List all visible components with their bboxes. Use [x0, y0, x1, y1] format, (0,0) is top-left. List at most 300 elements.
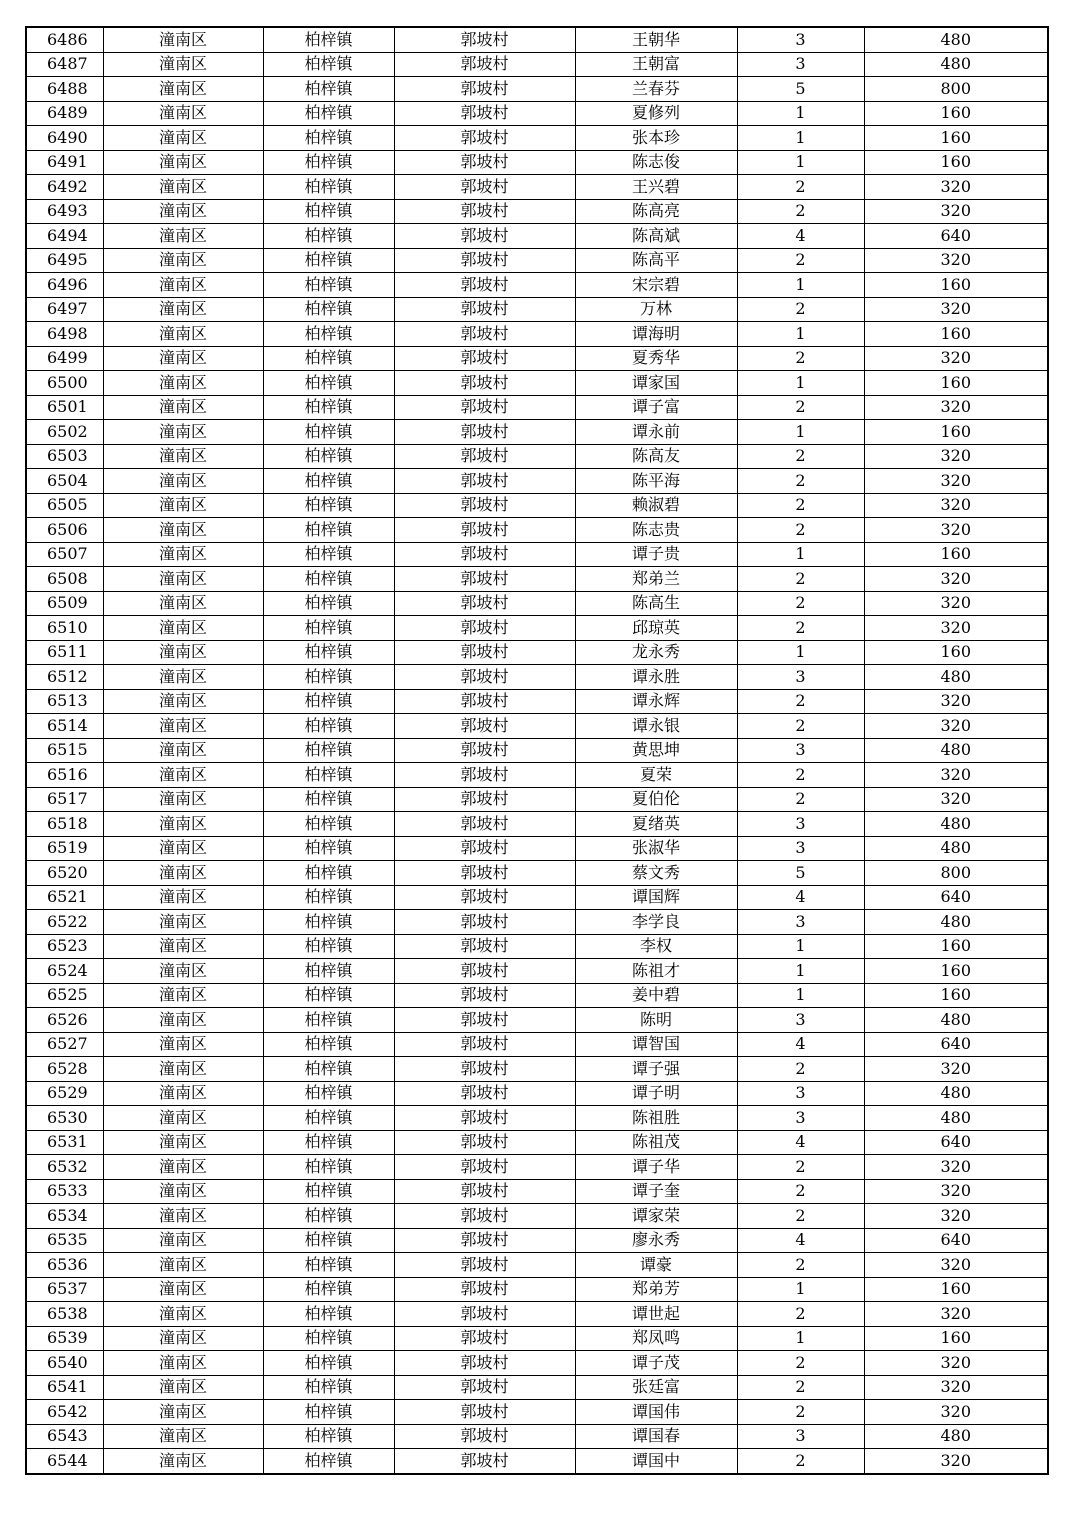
- village-cell: 郭坡村: [394, 1302, 575, 1327]
- district-cell: 潼南区: [103, 640, 263, 665]
- village-cell: 郭坡村: [394, 787, 575, 812]
- seq-cell: 6523: [26, 934, 103, 959]
- seq-cell: 6535: [26, 1228, 103, 1253]
- village-cell: 郭坡村: [394, 175, 575, 200]
- seq-cell: 6486: [26, 27, 103, 52]
- amount-cell: 320: [864, 689, 1048, 714]
- village-cell: 郭坡村: [394, 836, 575, 861]
- table-row: [26, 640, 1048, 665]
- count-cell: 3: [737, 1424, 864, 1449]
- table-row: [26, 665, 1048, 690]
- amount-cell: 160: [864, 273, 1048, 298]
- district-cell: 潼南区: [103, 1277, 263, 1302]
- village-cell: 郭坡村: [394, 1204, 575, 1229]
- seq-cell: 6537: [26, 1277, 103, 1302]
- village-cell: 郭坡村: [394, 665, 575, 690]
- district-cell: 潼南区: [103, 77, 263, 102]
- seq-cell: 6502: [26, 420, 103, 445]
- amount-cell: 160: [864, 322, 1048, 347]
- district-cell: 潼南区: [103, 126, 263, 151]
- town-cell: 柏梓镇: [263, 52, 394, 77]
- name-cell: 谭子富: [575, 395, 737, 420]
- village-cell: 郭坡村: [394, 542, 575, 567]
- name-cell: 陈高友: [575, 444, 737, 469]
- district-cell: 潼南区: [103, 959, 263, 984]
- village-cell: 郭坡村: [394, 1032, 575, 1057]
- amount-cell: 320: [864, 469, 1048, 494]
- town-cell: 柏梓镇: [263, 1032, 394, 1057]
- town-cell: 柏梓镇: [263, 1424, 394, 1449]
- village-cell: 郭坡村: [394, 1277, 575, 1302]
- seq-cell: 6513: [26, 689, 103, 714]
- table-row: [26, 1130, 1048, 1155]
- count-cell: 2: [737, 787, 864, 812]
- seq-cell: 6517: [26, 787, 103, 812]
- name-cell: 陈志俊: [575, 150, 737, 175]
- village-cell: 郭坡村: [394, 738, 575, 763]
- amount-cell: 320: [864, 1155, 1048, 1180]
- district-cell: 潼南区: [103, 1179, 263, 1204]
- town-cell: 柏梓镇: [263, 812, 394, 837]
- seq-cell: 6499: [26, 346, 103, 371]
- table-row: [26, 1277, 1048, 1302]
- name-cell: 张廷富: [575, 1375, 737, 1400]
- district-cell: 潼南区: [103, 787, 263, 812]
- district-cell: 潼南区: [103, 983, 263, 1008]
- name-cell: 蔡文秀: [575, 861, 737, 886]
- district-cell: 潼南区: [103, 1057, 263, 1082]
- village-cell: 郭坡村: [394, 885, 575, 910]
- table-row: [26, 273, 1048, 298]
- table-row: [26, 1057, 1048, 1082]
- amount-cell: 320: [864, 518, 1048, 543]
- name-cell: 陈祖茂: [575, 1130, 737, 1155]
- town-cell: 柏梓镇: [263, 836, 394, 861]
- amount-cell: 160: [864, 126, 1048, 151]
- amount-cell: 320: [864, 199, 1048, 224]
- seq-cell: 6541: [26, 1375, 103, 1400]
- count-cell: 3: [737, 665, 864, 690]
- seq-cell: 6542: [26, 1400, 103, 1425]
- village-cell: 郭坡村: [394, 1375, 575, 1400]
- count-cell: 1: [737, 983, 864, 1008]
- town-cell: 柏梓镇: [263, 1449, 394, 1474]
- town-cell: 柏梓镇: [263, 346, 394, 371]
- amount-cell: 480: [864, 1008, 1048, 1033]
- table-body: [26, 27, 1048, 1474]
- table-row: [26, 1106, 1048, 1131]
- seq-cell: 6538: [26, 1302, 103, 1327]
- village-cell: 郭坡村: [394, 1326, 575, 1351]
- table-row: [26, 469, 1048, 494]
- town-cell: 柏梓镇: [263, 787, 394, 812]
- amount-cell: 640: [864, 224, 1048, 249]
- amount-cell: 480: [864, 812, 1048, 837]
- name-cell: 陈明: [575, 1008, 737, 1033]
- seq-cell: 6524: [26, 959, 103, 984]
- town-cell: 柏梓镇: [263, 1081, 394, 1106]
- seq-cell: 6531: [26, 1130, 103, 1155]
- village-cell: 郭坡村: [394, 1253, 575, 1278]
- name-cell: 王兴碧: [575, 175, 737, 200]
- name-cell: 陈高斌: [575, 224, 737, 249]
- town-cell: 柏梓镇: [263, 395, 394, 420]
- seq-cell: 6539: [26, 1326, 103, 1351]
- village-cell: 郭坡村: [394, 1130, 575, 1155]
- district-cell: 潼南区: [103, 1032, 263, 1057]
- count-cell: 2: [737, 395, 864, 420]
- village-cell: 郭坡村: [394, 1228, 575, 1253]
- table-row: [26, 199, 1048, 224]
- table-row: [26, 371, 1048, 396]
- count-cell: 2: [737, 1204, 864, 1229]
- town-cell: 柏梓镇: [263, 861, 394, 886]
- district-cell: 潼南区: [103, 591, 263, 616]
- village-cell: 郭坡村: [394, 150, 575, 175]
- amount-cell: 320: [864, 616, 1048, 641]
- count-cell: 2: [737, 248, 864, 273]
- name-cell: 谭永银: [575, 714, 737, 739]
- count-cell: 1: [737, 640, 864, 665]
- name-cell: 郑弟兰: [575, 567, 737, 592]
- village-cell: 郭坡村: [394, 763, 575, 788]
- village-cell: 郭坡村: [394, 27, 575, 52]
- amount-cell: 320: [864, 787, 1048, 812]
- seq-cell: 6520: [26, 861, 103, 886]
- village-cell: 郭坡村: [394, 1155, 575, 1180]
- count-cell: 2: [737, 1253, 864, 1278]
- count-cell: 3: [737, 1008, 864, 1033]
- table-row: [26, 910, 1048, 935]
- name-cell: 夏秀华: [575, 346, 737, 371]
- amount-cell: 320: [864, 346, 1048, 371]
- table-row: [26, 518, 1048, 543]
- district-cell: 潼南区: [103, 1130, 263, 1155]
- count-cell: 1: [737, 126, 864, 151]
- town-cell: 柏梓镇: [263, 640, 394, 665]
- town-cell: 柏梓镇: [263, 910, 394, 935]
- name-cell: 陈高平: [575, 248, 737, 273]
- town-cell: 柏梓镇: [263, 1130, 394, 1155]
- district-cell: 潼南区: [103, 910, 263, 935]
- district-cell: 潼南区: [103, 1008, 263, 1033]
- name-cell: 陈平海: [575, 469, 737, 494]
- name-cell: 王朝华: [575, 27, 737, 52]
- town-cell: 柏梓镇: [263, 1253, 394, 1278]
- table-row: [26, 493, 1048, 518]
- table-row: [26, 1400, 1048, 1425]
- district-cell: 潼南区: [103, 469, 263, 494]
- name-cell: 谭国辉: [575, 885, 737, 910]
- seq-cell: 6516: [26, 763, 103, 788]
- village-cell: 郭坡村: [394, 616, 575, 641]
- name-cell: 万林: [575, 297, 737, 322]
- district-cell: 潼南区: [103, 1326, 263, 1351]
- village-cell: 郭坡村: [394, 689, 575, 714]
- count-cell: 2: [737, 493, 864, 518]
- village-cell: 郭坡村: [394, 983, 575, 1008]
- count-cell: 2: [737, 518, 864, 543]
- count-cell: 2: [737, 1302, 864, 1327]
- count-cell: 4: [737, 224, 864, 249]
- town-cell: 柏梓镇: [263, 1400, 394, 1425]
- name-cell: 兰春芬: [575, 77, 737, 102]
- amount-cell: 320: [864, 1253, 1048, 1278]
- seq-cell: 6518: [26, 812, 103, 837]
- name-cell: 陈高生: [575, 591, 737, 616]
- town-cell: 柏梓镇: [263, 763, 394, 788]
- district-cell: 潼南区: [103, 1253, 263, 1278]
- seq-cell: 6495: [26, 248, 103, 273]
- table-row: [26, 763, 1048, 788]
- village-cell: 郭坡村: [394, 248, 575, 273]
- amount-cell: 160: [864, 101, 1048, 126]
- seq-cell: 6522: [26, 910, 103, 935]
- name-cell: 谭家国: [575, 371, 737, 396]
- town-cell: 柏梓镇: [263, 518, 394, 543]
- village-cell: 郭坡村: [394, 126, 575, 151]
- town-cell: 柏梓镇: [263, 322, 394, 347]
- district-cell: 潼南区: [103, 689, 263, 714]
- name-cell: 赖淑碧: [575, 493, 737, 518]
- table-row: [26, 27, 1048, 52]
- amount-cell: 480: [864, 1081, 1048, 1106]
- village-cell: 郭坡村: [394, 52, 575, 77]
- table-row: [26, 395, 1048, 420]
- village-cell: 郭坡村: [394, 273, 575, 298]
- table-row: [26, 1179, 1048, 1204]
- town-cell: 柏梓镇: [263, 714, 394, 739]
- seq-cell: 6515: [26, 738, 103, 763]
- town-cell: 柏梓镇: [263, 1008, 394, 1033]
- seq-cell: 6534: [26, 1204, 103, 1229]
- table-row: [26, 77, 1048, 102]
- town-cell: 柏梓镇: [263, 885, 394, 910]
- seq-cell: 6489: [26, 101, 103, 126]
- district-cell: 潼南区: [103, 273, 263, 298]
- district-cell: 潼南区: [103, 763, 263, 788]
- table-row: [26, 1204, 1048, 1229]
- seq-cell: 6501: [26, 395, 103, 420]
- district-cell: 潼南区: [103, 1424, 263, 1449]
- name-cell: 夏荣: [575, 763, 737, 788]
- table-row: [26, 885, 1048, 910]
- amount-cell: 160: [864, 1277, 1048, 1302]
- district-cell: 潼南区: [103, 199, 263, 224]
- count-cell: 3: [737, 52, 864, 77]
- town-cell: 柏梓镇: [263, 1057, 394, 1082]
- amount-cell: 320: [864, 1351, 1048, 1376]
- district-cell: 潼南区: [103, 567, 263, 592]
- seq-cell: 6491: [26, 150, 103, 175]
- amount-cell: 160: [864, 983, 1048, 1008]
- town-cell: 柏梓镇: [263, 591, 394, 616]
- amount-cell: 320: [864, 1375, 1048, 1400]
- table-row: [26, 1155, 1048, 1180]
- count-cell: 3: [737, 910, 864, 935]
- district-cell: 潼南区: [103, 1449, 263, 1474]
- count-cell: 2: [737, 567, 864, 592]
- amount-cell: 160: [864, 640, 1048, 665]
- amount-cell: 320: [864, 1302, 1048, 1327]
- count-cell: 2: [737, 1449, 864, 1474]
- amount-cell: 480: [864, 1424, 1048, 1449]
- table-row: [26, 175, 1048, 200]
- district-cell: 潼南区: [103, 616, 263, 641]
- district-cell: 潼南区: [103, 322, 263, 347]
- town-cell: 柏梓镇: [263, 420, 394, 445]
- amount-cell: 320: [864, 763, 1048, 788]
- seq-cell: 6497: [26, 297, 103, 322]
- district-cell: 潼南区: [103, 1155, 263, 1180]
- count-cell: 1: [737, 542, 864, 567]
- count-cell: 3: [737, 27, 864, 52]
- seq-cell: 6519: [26, 836, 103, 861]
- village-cell: 郭坡村: [394, 591, 575, 616]
- name-cell: 邱琼英: [575, 616, 737, 641]
- table-row: [26, 297, 1048, 322]
- table-row: [26, 126, 1048, 151]
- town-cell: 柏梓镇: [263, 934, 394, 959]
- count-cell: 2: [737, 1057, 864, 1082]
- district-cell: 潼南区: [103, 1400, 263, 1425]
- district-cell: 潼南区: [103, 420, 263, 445]
- district-cell: 潼南区: [103, 371, 263, 396]
- village-cell: 郭坡村: [394, 1057, 575, 1082]
- district-cell: 潼南区: [103, 1351, 263, 1376]
- village-cell: 郭坡村: [394, 1449, 575, 1474]
- amount-cell: 160: [864, 934, 1048, 959]
- town-cell: 柏梓镇: [263, 567, 394, 592]
- seq-cell: 6528: [26, 1057, 103, 1082]
- town-cell: 柏梓镇: [263, 689, 394, 714]
- amount-cell: 800: [864, 77, 1048, 102]
- name-cell: 谭永胜: [575, 665, 737, 690]
- amount-cell: 160: [864, 542, 1048, 567]
- seq-cell: 6487: [26, 52, 103, 77]
- town-cell: 柏梓镇: [263, 1375, 394, 1400]
- seq-cell: 6496: [26, 273, 103, 298]
- town-cell: 柏梓镇: [263, 297, 394, 322]
- town-cell: 柏梓镇: [263, 101, 394, 126]
- table-row: [26, 1081, 1048, 1106]
- table-row: [26, 714, 1048, 739]
- district-cell: 潼南区: [103, 224, 263, 249]
- amount-cell: 160: [864, 1326, 1048, 1351]
- seq-cell: 6511: [26, 640, 103, 665]
- name-cell: 夏绪英: [575, 812, 737, 837]
- seq-cell: 6494: [26, 224, 103, 249]
- name-cell: 宋宗碧: [575, 273, 737, 298]
- amount-cell: 480: [864, 665, 1048, 690]
- name-cell: 谭子明: [575, 1081, 737, 1106]
- name-cell: 陈志贵: [575, 518, 737, 543]
- village-cell: 郭坡村: [394, 1400, 575, 1425]
- name-cell: 谭永辉: [575, 689, 737, 714]
- seq-cell: 6488: [26, 77, 103, 102]
- data-table: [25, 26, 1049, 1475]
- seq-cell: 6530: [26, 1106, 103, 1131]
- village-cell: 郭坡村: [394, 567, 575, 592]
- count-cell: 2: [737, 1351, 864, 1376]
- table-row: [26, 248, 1048, 273]
- district-cell: 潼南区: [103, 861, 263, 886]
- village-cell: 郭坡村: [394, 1106, 575, 1131]
- district-cell: 潼南区: [103, 346, 263, 371]
- village-cell: 郭坡村: [394, 714, 575, 739]
- town-cell: 柏梓镇: [263, 493, 394, 518]
- amount-cell: 160: [864, 371, 1048, 396]
- name-cell: 张本珍: [575, 126, 737, 151]
- table-row: [26, 52, 1048, 77]
- count-cell: 1: [737, 1277, 864, 1302]
- district-cell: 潼南区: [103, 27, 263, 52]
- amount-cell: 160: [864, 959, 1048, 984]
- name-cell: 夏修列: [575, 101, 737, 126]
- district-cell: 潼南区: [103, 1081, 263, 1106]
- district-cell: 潼南区: [103, 1204, 263, 1229]
- name-cell: 谭永前: [575, 420, 737, 445]
- town-cell: 柏梓镇: [263, 27, 394, 52]
- name-cell: 谭子华: [575, 1155, 737, 1180]
- seq-cell: 6498: [26, 322, 103, 347]
- district-cell: 潼南区: [103, 714, 263, 739]
- seq-cell: 6510: [26, 616, 103, 641]
- village-cell: 郭坡村: [394, 640, 575, 665]
- amount-cell: 160: [864, 420, 1048, 445]
- town-cell: 柏梓镇: [263, 959, 394, 984]
- table-row: [26, 1302, 1048, 1327]
- name-cell: 张淑华: [575, 836, 737, 861]
- town-cell: 柏梓镇: [263, 1277, 394, 1302]
- town-cell: 柏梓镇: [263, 1155, 394, 1180]
- town-cell: 柏梓镇: [263, 1351, 394, 1376]
- table-row: [26, 1008, 1048, 1033]
- count-cell: 2: [737, 297, 864, 322]
- count-cell: 2: [737, 689, 864, 714]
- seq-cell: 6533: [26, 1179, 103, 1204]
- count-cell: 4: [737, 1228, 864, 1253]
- count-cell: 2: [737, 1375, 864, 1400]
- town-cell: 柏梓镇: [263, 444, 394, 469]
- table-row: [26, 1326, 1048, 1351]
- town-cell: 柏梓镇: [263, 738, 394, 763]
- town-cell: 柏梓镇: [263, 1228, 394, 1253]
- count-cell: 2: [737, 444, 864, 469]
- seq-cell: 6526: [26, 1008, 103, 1033]
- count-cell: 1: [737, 959, 864, 984]
- amount-cell: 480: [864, 27, 1048, 52]
- town-cell: 柏梓镇: [263, 248, 394, 273]
- village-cell: 郭坡村: [394, 371, 575, 396]
- count-cell: 2: [737, 591, 864, 616]
- count-cell: 2: [737, 714, 864, 739]
- district-cell: 潼南区: [103, 885, 263, 910]
- amount-cell: 320: [864, 297, 1048, 322]
- village-cell: 郭坡村: [394, 420, 575, 445]
- village-cell: 郭坡村: [394, 297, 575, 322]
- amount-cell: 320: [864, 444, 1048, 469]
- district-cell: 潼南区: [103, 150, 263, 175]
- village-cell: 郭坡村: [394, 861, 575, 886]
- district-cell: 潼南区: [103, 175, 263, 200]
- town-cell: 柏梓镇: [263, 175, 394, 200]
- name-cell: 龙永秀: [575, 640, 737, 665]
- village-cell: 郭坡村: [394, 518, 575, 543]
- district-cell: 潼南区: [103, 812, 263, 837]
- table-row: [26, 983, 1048, 1008]
- town-cell: 柏梓镇: [263, 616, 394, 641]
